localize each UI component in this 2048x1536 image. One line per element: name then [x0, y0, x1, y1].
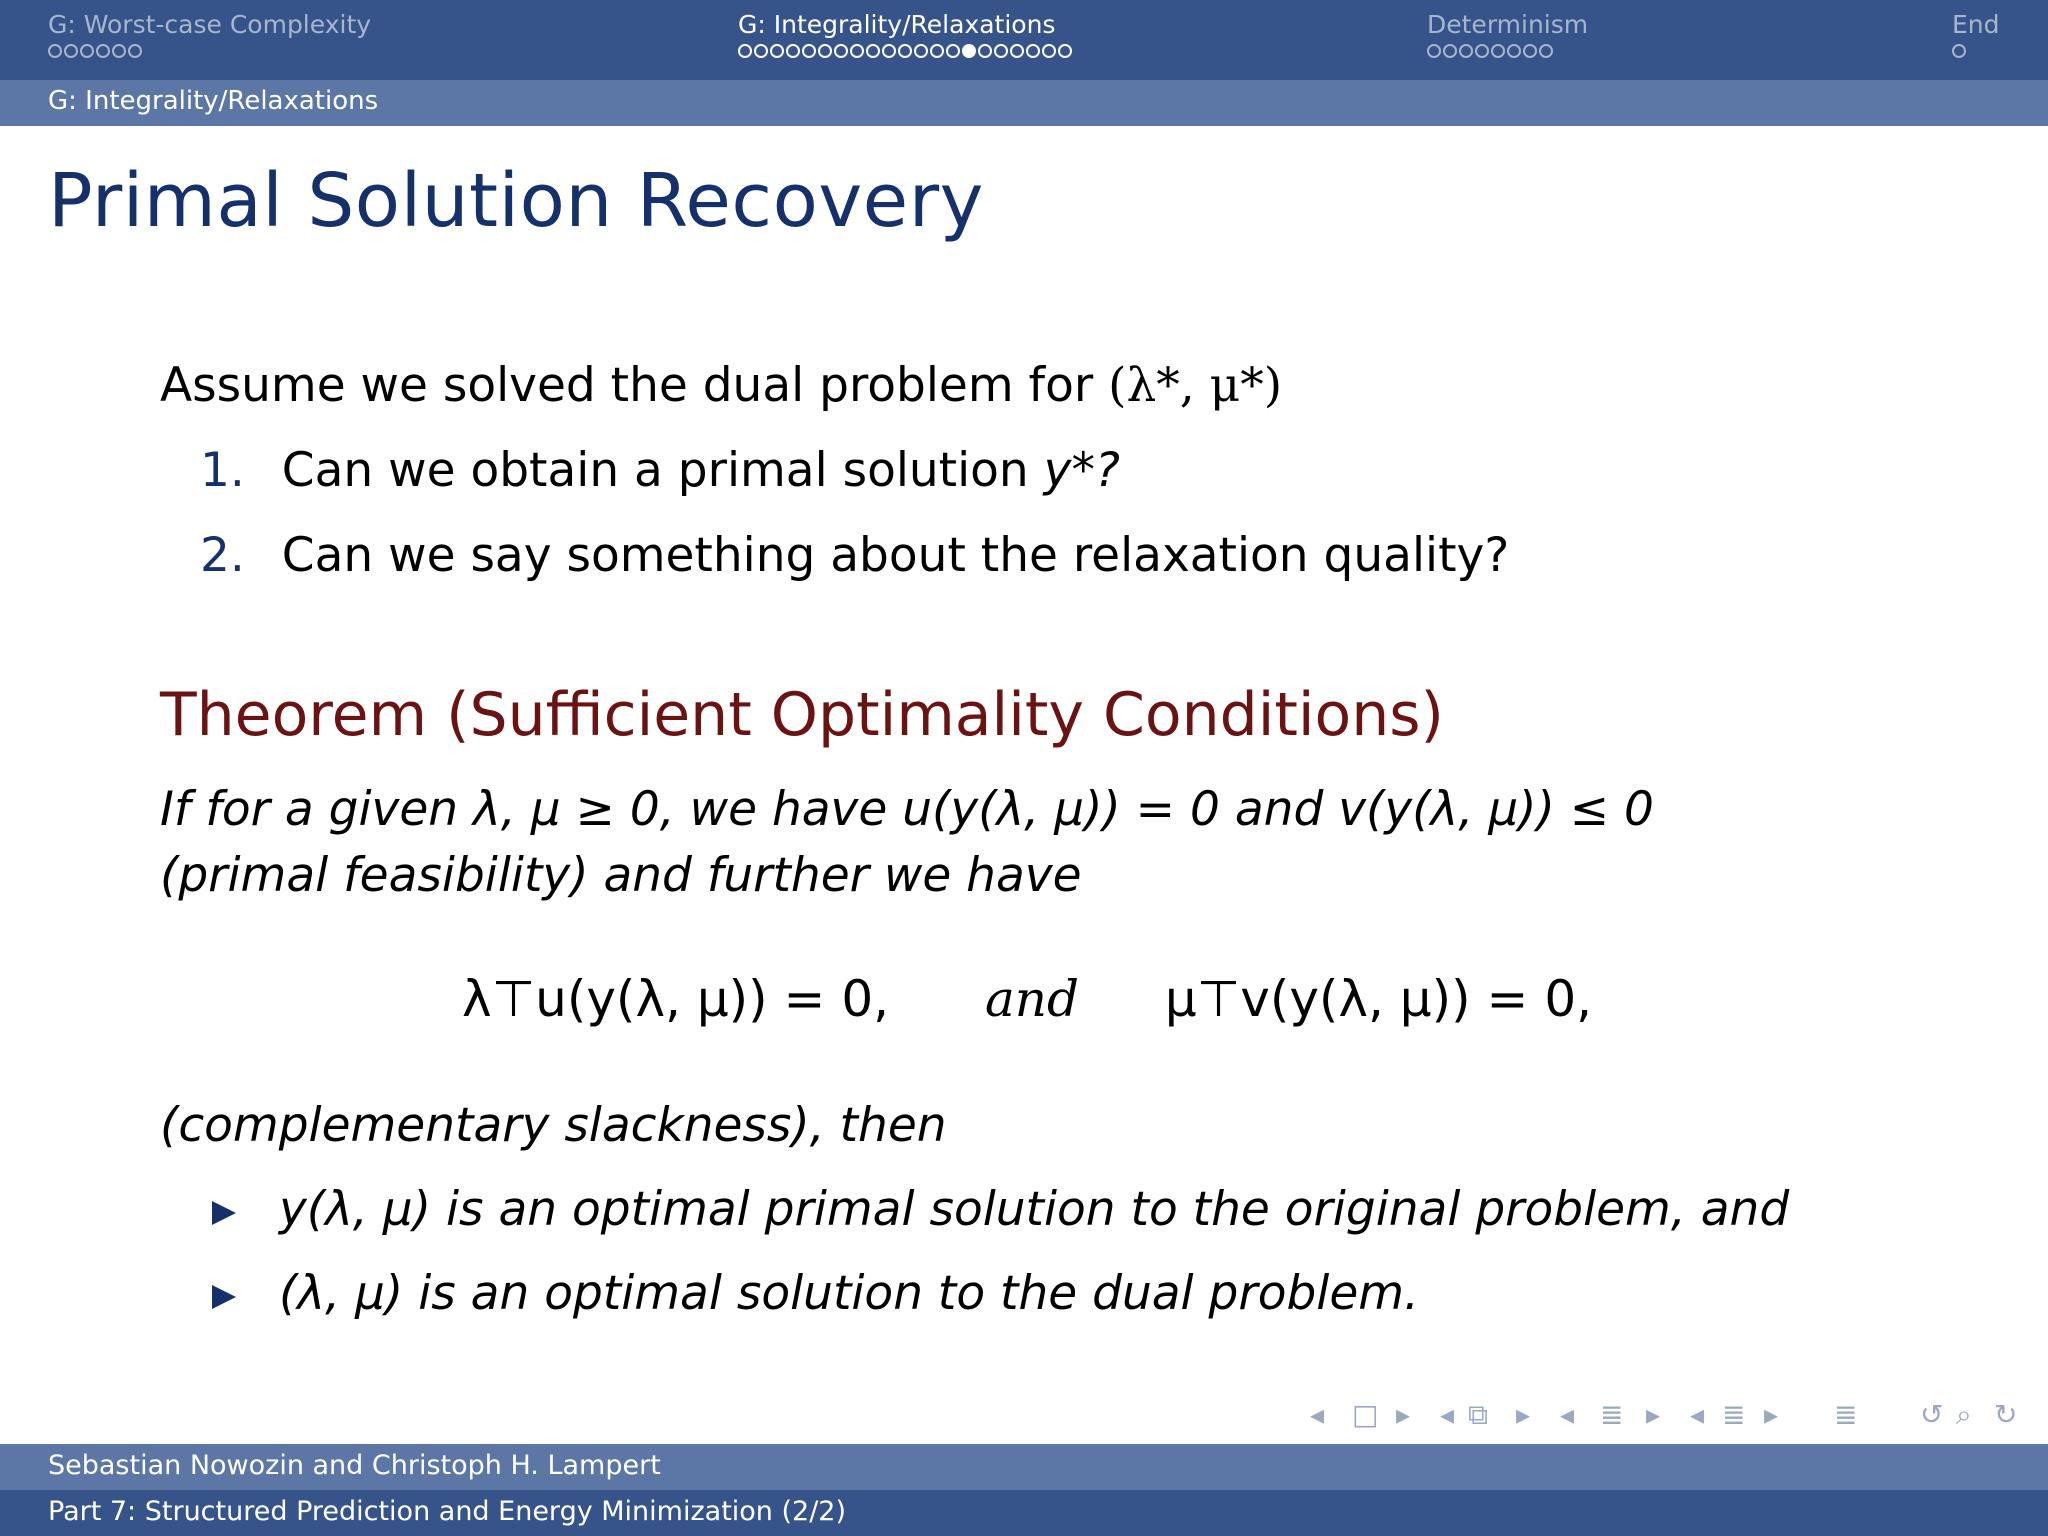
frame-dot[interactable] — [850, 44, 864, 58]
nav-back-icon[interactable]: ↺ — [1920, 1398, 1944, 1431]
nav-section-icon[interactable]: ≣ — [1722, 1398, 1746, 1431]
section-end[interactable] — [1952, 8, 2000, 58]
section-navigation-bar — [0, 0, 2048, 80]
frame-dot[interactable] — [1459, 44, 1473, 58]
slide-title: Primal Solution Recovery — [48, 158, 984, 244]
frame-dots[interactable] — [1952, 44, 2000, 58]
nav-prev-frame-icon[interactable]: ◂ — [1310, 1398, 1325, 1431]
frame-dot[interactable] — [978, 44, 992, 58]
frame-dot[interactable] — [128, 44, 142, 58]
nav-next-subsection-icon[interactable]: ▸ — [1646, 1398, 1661, 1431]
question-math: y*? — [1043, 443, 1120, 498]
frame-dot[interactable] — [834, 44, 848, 58]
frame-dot[interactable] — [1058, 44, 1072, 58]
nav-forward-icon[interactable]: ↻ — [1994, 1398, 2018, 1431]
question-number: 1. — [200, 443, 245, 498]
footer-part-title: Part 7: Structured Prediction and Energy Minimization (2/2) — [48, 1496, 847, 1527]
nav-subsection-icon[interactable]: ≣ — [1600, 1398, 1624, 1431]
nav-slide-icon[interactable]: ⧉ — [1468, 1398, 1488, 1431]
equation-and: and — [984, 970, 1079, 1028]
frame-dot[interactable] — [898, 44, 912, 58]
frame-dot[interactable] — [914, 44, 928, 58]
footer-part-bar — [0, 1490, 2048, 1536]
frame-dot[interactable] — [1443, 44, 1457, 58]
frame-dot[interactable] — [1026, 44, 1040, 58]
theorem-line-1: If for a given λ, μ ≥ 0, we have u(y(λ, μ)) = 0 and v(y(λ, μ)) ≤ 0 — [160, 782, 1654, 837]
question-item — [200, 443, 1120, 498]
frame-dot[interactable] — [786, 44, 800, 58]
conclusion-item — [212, 1266, 1419, 1321]
intro-line — [160, 358, 1282, 413]
frame-dot[interactable] — [866, 44, 880, 58]
nav-search-icon[interactable]: ⌕ — [1956, 1398, 1972, 1431]
bullet-triangle-icon — [212, 1285, 236, 1309]
section-integrality-relaxations[interactable] — [738, 8, 1072, 58]
frame-dot[interactable] — [1427, 44, 1441, 58]
nav-prev-section-icon[interactable]: ◂ — [1690, 1398, 1705, 1431]
section-determinism[interactable] — [1427, 8, 1588, 58]
complementary-slackness-equation — [462, 970, 1592, 1028]
conclusion-text: is an optimal solution to the dual problem. — [418, 1266, 1419, 1321]
frame-dot[interactable] — [770, 44, 784, 58]
conclusion-text: is an optimal primal solution to the original problem, and — [446, 1182, 1790, 1237]
frame-dot[interactable] — [96, 44, 110, 58]
equation-right: μ⊤v(y(λ, μ)) = 0, — [1164, 970, 1593, 1028]
theorem-line-2: (primal feasibility) and further we have — [160, 848, 1082, 903]
footer-authors: Sebastian Nowozin and Christoph H. Lampert — [48, 1450, 661, 1481]
frame-dot[interactable] — [1042, 44, 1056, 58]
equation-left: λ⊤u(y(λ, μ)) = 0, — [462, 970, 890, 1028]
frame-dot[interactable] — [112, 44, 126, 58]
frame-dots[interactable] — [1427, 44, 1588, 58]
nav-outline-icon[interactable]: ≣ — [1834, 1398, 1858, 1431]
nav-next-section-icon[interactable]: ▸ — [1764, 1398, 1779, 1431]
frame-dot[interactable] — [882, 44, 896, 58]
nav-next-frame-icon[interactable]: ▸ — [1396, 1398, 1411, 1431]
beamer-navigation-symbols — [1310, 1398, 2040, 1432]
question-text: Can we obtain a primal solution — [281, 443, 1029, 498]
subsection-bar — [0, 80, 2048, 126]
frame-dot[interactable] — [946, 44, 960, 58]
frame-dot[interactable] — [754, 44, 768, 58]
nav-prev-subsection-icon[interactable]: ◂ — [1560, 1398, 1575, 1431]
intro-text: Assume we solved the dual problem for — [160, 358, 1094, 413]
nav-prev-slide-icon[interactable]: ◂ — [1440, 1398, 1455, 1431]
section-title[interactable]: Determinism — [1427, 10, 1589, 39]
frame-dot[interactable] — [818, 44, 832, 58]
bullet-triangle-icon — [212, 1201, 236, 1225]
intro-math: (λ*, μ*) — [1108, 358, 1283, 413]
question-number: 2. — [200, 528, 245, 583]
frame-dot[interactable] — [1475, 44, 1489, 58]
frame-dot[interactable] — [1491, 44, 1505, 58]
theorem-title: Theorem (Sufficient Optimality Conditions) — [160, 680, 1444, 750]
nav-next-slide-icon[interactable]: ▸ — [1516, 1398, 1531, 1431]
frame-dot[interactable] — [1010, 44, 1024, 58]
current-frame-dot[interactable] — [962, 44, 976, 58]
conclusion-item — [212, 1182, 1789, 1237]
frame-dot[interactable] — [1539, 44, 1553, 58]
nav-frame-icon[interactable]: □ — [1352, 1398, 1379, 1431]
frame-dot[interactable] — [48, 44, 62, 58]
conclusion-math: y(λ, μ) — [278, 1182, 432, 1237]
question-text: Can we say something about the relaxation quality? — [281, 528, 1510, 583]
frame-dot[interactable] — [64, 44, 78, 58]
subsection-title[interactable]: G: Integrality/Relaxations — [48, 86, 379, 116]
section-worst-case-complexity[interactable] — [48, 8, 371, 58]
frame-dots[interactable] — [738, 44, 1072, 58]
frame-dot[interactable] — [802, 44, 816, 58]
question-item — [200, 528, 1509, 583]
footer-authors-bar — [0, 1444, 2048, 1490]
frame-dot[interactable] — [80, 44, 94, 58]
section-title[interactable]: End — [1952, 10, 2000, 39]
frame-dot[interactable] — [994, 44, 1008, 58]
frame-dot[interactable] — [930, 44, 944, 58]
frame-dot[interactable] — [1523, 44, 1537, 58]
frame-dots[interactable] — [48, 44, 371, 58]
frame-dot[interactable] — [1952, 44, 1966, 58]
frame-dot[interactable] — [1507, 44, 1521, 58]
conclusion-math: (λ, μ) — [278, 1266, 404, 1321]
section-title[interactable]: G: Worst-case Complexity — [48, 10, 372, 39]
frame-dot[interactable] — [738, 44, 752, 58]
theorem-line-3: (complementary slackness), then — [160, 1098, 947, 1153]
section-title[interactable]: G: Integrality/Relaxations — [738, 10, 1056, 39]
